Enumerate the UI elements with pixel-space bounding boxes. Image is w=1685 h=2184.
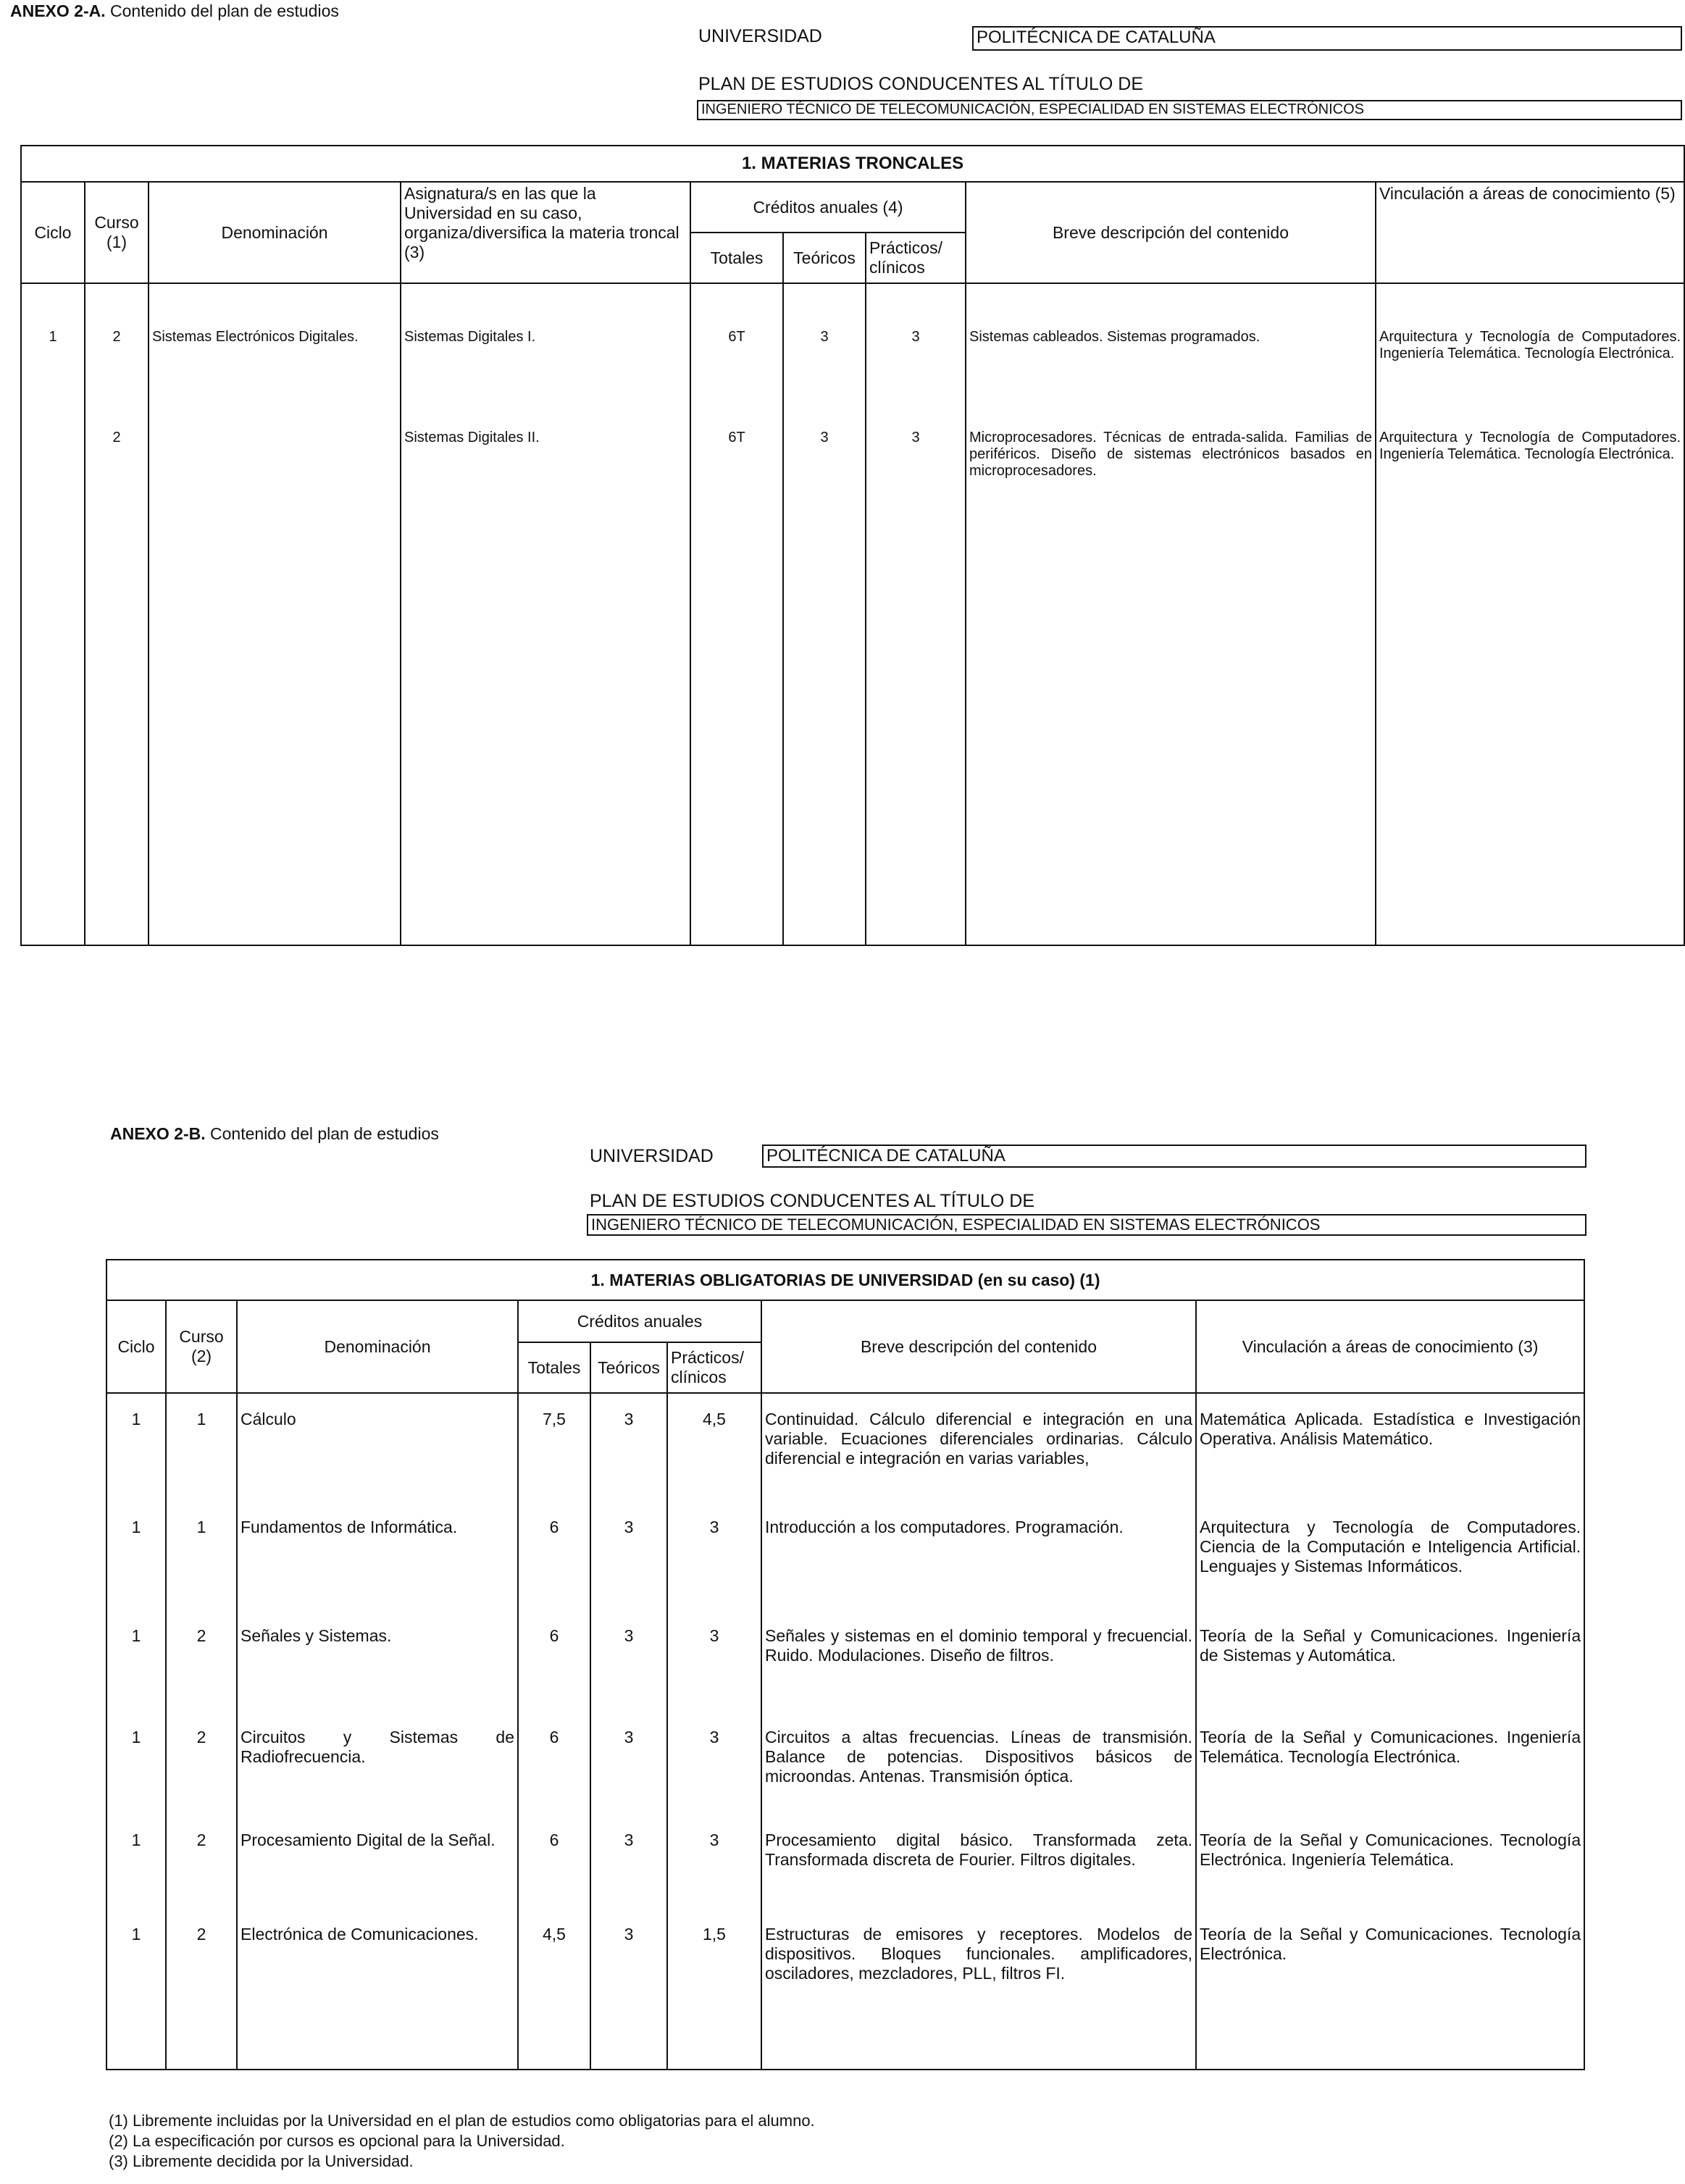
cell-curso: 2 bbox=[85, 283, 149, 402]
table-row bbox=[106, 1516, 1584, 1609]
cell-teoricos: 3 bbox=[590, 1703, 667, 1829]
cell-denominacion: Sistemas Electrónicos Digitales. bbox=[149, 283, 401, 402]
cell-curso: 1 bbox=[166, 1516, 237, 1609]
cell-practicos: 3 bbox=[667, 1703, 761, 1829]
hdr-ciclo: Ciclo bbox=[106, 1300, 166, 1393]
annex-a-table bbox=[20, 145, 1685, 946]
cell-practicos: 3 bbox=[667, 1829, 761, 1923]
cell-teoricos: 3 bbox=[783, 402, 866, 945]
annex-a-university-value: POLITÉCNICA DE CATALUÑA bbox=[972, 26, 1682, 51]
annex-b-title: ANEXO 2-B. Contenido del plan de estudios bbox=[110, 1124, 439, 1143]
cell-totales: 6T bbox=[690, 402, 783, 945]
cell-descripcion: Procesamiento digital básico. Transformada zeta. Transformada discreta de Fourier. Filtros digitales. bbox=[761, 1829, 1196, 1923]
cell-totales: 6 bbox=[518, 1609, 590, 1703]
cell-totales: 6T bbox=[690, 283, 783, 402]
table-row bbox=[106, 1703, 1584, 1829]
table-row bbox=[106, 1923, 1584, 2070]
cell-descripcion: Señales y sistemas en el dominio temporal y frecuencial. Ruido. Modulaciones. Diseño de filtros. bbox=[761, 1609, 1196, 1703]
hdr-ciclo: Ciclo bbox=[21, 182, 85, 283]
hdr-breve: Breve descripción del contenido bbox=[761, 1300, 1196, 1393]
table-row bbox=[21, 402, 1684, 945]
cell-vinculacion: Teoría de la Señal y Comunicaciones. Tecnología Electrónica. Ingeniería Telemática. bbox=[1196, 1829, 1584, 1923]
cell-ciclo: 1 bbox=[106, 1516, 166, 1609]
cell-teoricos: 3 bbox=[590, 1829, 667, 1923]
annex-b-table bbox=[106, 1259, 1585, 2070]
cell-vinculacion: Arquitectura y Tecnología de Computadores. Ingeniería Telemática. Tecnología Electrónica. bbox=[1376, 402, 1684, 945]
cell-ciclo: 1 bbox=[106, 1609, 166, 1703]
annex-a-title: ANEXO 2-A. Contenido del plan de estudios bbox=[10, 1, 339, 20]
hdr-practicos: Prácticos/ clínicos bbox=[667, 1342, 761, 1393]
cell-vinculacion: Arquitectura y Tecnología de Computadores. Ciencia de la Computación e Inteligencia Artificial. Lenguajes y Sistemas Informáticos. bbox=[1196, 1516, 1584, 1609]
cell-ciclo bbox=[21, 402, 85, 945]
cell-ciclo: 1 bbox=[106, 1393, 166, 1516]
cell-vinculacion: Teoría de la Señal y Comunicaciones. Ingeniería de Sistemas y Automática. bbox=[1196, 1609, 1584, 1703]
cell-descripcion: Introducción a los computadores. Programación. bbox=[761, 1516, 1196, 1609]
hdr-vinculacion: Vinculación a áreas de conocimiento (5) bbox=[1376, 182, 1684, 283]
cell-totales: 4,5 bbox=[518, 1923, 590, 2070]
cell-descripcion: Continuidad. Cálculo diferencial e integración en una variable. Ecuaciones diferenciales ordinarias. Cálculo diferencial e integración en varias variables, bbox=[761, 1393, 1196, 1516]
hdr-teoricos: Teóricos bbox=[590, 1342, 667, 1393]
cell-practicos: 1,5 bbox=[667, 1923, 761, 2070]
cell-teoricos: 3 bbox=[590, 1393, 667, 1516]
hdr-totales: Totales bbox=[518, 1342, 590, 1393]
cell-totales: 6 bbox=[518, 1703, 590, 1829]
cell-curso: 2 bbox=[166, 1829, 237, 1923]
cell-ciclo: 1 bbox=[106, 1923, 166, 2070]
cell-asignatura: Sistemas Digitales II. bbox=[401, 402, 690, 945]
cell-curso: 2 bbox=[85, 402, 149, 945]
cell-descripcion: Estructuras de emisores y receptores. Modelos de dispositivos. Bloques funcionales. amplificadores, osciladores, mezcladores, PLL, filtros FI. bbox=[761, 1923, 1196, 2070]
cell-curso: 2 bbox=[166, 1703, 237, 1829]
annex-b-table-title: 1. MATERIAS OBLIGATORIAS DE UNIVERSIDAD (en su caso) (1) bbox=[106, 1260, 1584, 1300]
cell-practicos: 3 bbox=[866, 283, 966, 402]
cell-descripcion: Circuitos a altas frecuencias. Líneas de transmisión. Balance de potencias. Dispositivos básicos de microondas. Antenas. Transmisión óptica. bbox=[761, 1703, 1196, 1829]
cell-teoricos: 3 bbox=[590, 1609, 667, 1703]
hdr-practicos: Prácticos/ clínicos bbox=[866, 233, 966, 283]
cell-teoricos: 3 bbox=[590, 1923, 667, 2070]
cell-curso: 2 bbox=[166, 1609, 237, 1703]
annex-a-plan-value: INGENIERO TÉCNICO DE TELECOMUNICACIÓN, ESPECIALIDAD EN SISTEMAS ELECTRÓNICOS bbox=[697, 100, 1682, 120]
cell-ciclo: 1 bbox=[106, 1829, 166, 1923]
cell-descripcion: Sistemas cableados. Sistemas programados. bbox=[966, 283, 1376, 402]
cell-teoricos: 3 bbox=[590, 1516, 667, 1609]
cell-vinculacion: Teoría de la Señal y Comunicaciones. Ingeniería Telemática. Tecnología Electrónica. bbox=[1196, 1703, 1584, 1829]
cell-denominacion: Electrónica de Comunicaciones. bbox=[237, 1923, 518, 2070]
hdr-denominacion: Denominación bbox=[149, 182, 401, 283]
footnotes bbox=[109, 2111, 815, 2172]
cell-vinculacion: Teoría de la Señal y Comunicaciones. Tecnología Electrónica. bbox=[1196, 1923, 1584, 2070]
hdr-curso: Curso (2) bbox=[166, 1300, 237, 1393]
cell-totales: 6 bbox=[518, 1516, 590, 1609]
cell-denominacion: Señales y Sistemas. bbox=[237, 1609, 518, 1703]
cell-denominacion: Fundamentos de Informática. bbox=[237, 1516, 518, 1609]
hdr-creditos: Créditos anuales (4) bbox=[690, 182, 966, 233]
cell-descripcion: Microprocesadores. Técnicas de entrada-salida. Familias de periféricos. Diseño de sistemas electrónicos basados en microprocesadores. bbox=[966, 402, 1376, 945]
cell-curso: 1 bbox=[166, 1393, 237, 1516]
annex-a-table-title: 1. MATERIAS TRONCALES bbox=[21, 146, 1684, 182]
cell-denominacion: Circuitos y Sistemas de Radiofrecuencia. bbox=[237, 1703, 518, 1829]
footnote-1: (1) Libremente incluidas por la Universidad en el plan de estudios como obligatorias para el alumno. bbox=[109, 2112, 815, 2130]
cell-ciclo: 1 bbox=[106, 1703, 166, 1829]
annex-b-university-label: UNIVERSIDAD bbox=[590, 1146, 714, 1166]
cell-totales: 7,5 bbox=[518, 1393, 590, 1516]
cell-totales: 6 bbox=[518, 1829, 590, 1923]
cell-practicos: 4,5 bbox=[667, 1393, 761, 1516]
table-row bbox=[106, 1829, 1584, 1923]
footnote-3: (3) Libremente decidida por la Universidad. bbox=[109, 2152, 414, 2170]
hdr-asignaturas: Asignatura/s en las que la Universidad en su caso, organiza/diversifica la materia troncal (3) bbox=[401, 182, 690, 283]
hdr-totales: Totales bbox=[690, 233, 783, 283]
cell-curso: 2 bbox=[166, 1923, 237, 2070]
cell-practicos: 3 bbox=[667, 1609, 761, 1703]
hdr-breve: Breve descripción del contenido bbox=[966, 182, 1376, 283]
table-row bbox=[21, 283, 1684, 402]
annex-b-plan-value: INGENIERO TÉCNICO DE TELECOMUNICACIÓN, ESPECIALIDAD EN SISTEMAS ELECTRÓNICOS bbox=[587, 1214, 1586, 1236]
table-row bbox=[106, 1609, 1584, 1703]
cell-vinculacion: Matemática Aplicada. Estadística e Investigación Operativa. Análisis Matemático. bbox=[1196, 1393, 1584, 1516]
footnote-2: (2) La especificación por cursos es opcional para la Universidad. bbox=[109, 2132, 565, 2150]
cell-denominacion: Procesamiento Digital de la Señal. bbox=[237, 1829, 518, 1923]
cell-denominacion: Cálculo bbox=[237, 1393, 518, 1516]
hdr-teoricos: Teóricos bbox=[783, 233, 866, 283]
hdr-denominacion: Denominación bbox=[237, 1300, 518, 1393]
cell-denominacion bbox=[149, 402, 401, 945]
annex-a-plan-label: PLAN DE ESTUDIOS CONDUCENTES AL TÍTULO DE bbox=[698, 74, 1144, 94]
annex-a-university-label: UNIVERSIDAD bbox=[698, 26, 822, 46]
hdr-curso: Curso (1) bbox=[85, 182, 149, 283]
cell-asignatura: Sistemas Digitales I. bbox=[401, 283, 690, 402]
table-row bbox=[106, 1393, 1584, 1516]
cell-practicos: 3 bbox=[866, 402, 966, 945]
cell-practicos: 3 bbox=[667, 1516, 761, 1609]
hdr-creditos: Créditos anuales bbox=[518, 1300, 761, 1342]
annex-b-plan-label: PLAN DE ESTUDIOS CONDUCENTES AL TÍTULO DE bbox=[590, 1191, 1035, 1211]
cell-teoricos: 3 bbox=[783, 283, 866, 402]
hdr-vinculacion: Vinculación a áreas de conocimiento (3) bbox=[1196, 1300, 1584, 1393]
cell-ciclo: 1 bbox=[21, 283, 85, 402]
annex-b-university-value: POLITÉCNICA DE CATALUÑA bbox=[762, 1145, 1586, 1168]
cell-vinculacion: Arquitectura y Tecnología de Computadores. Ingeniería Telemática. Tecnología Electrónica. bbox=[1376, 283, 1684, 402]
